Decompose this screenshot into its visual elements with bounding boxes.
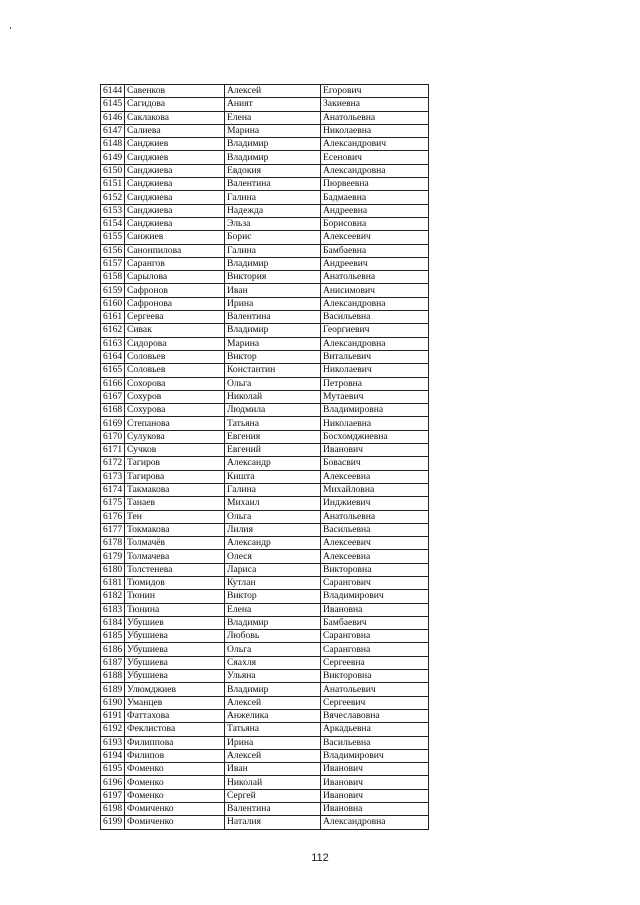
table-row [101, 696, 429, 709]
surname-cell: Фомиченко [125, 816, 225, 829]
row-number: 6180 [101, 563, 125, 576]
table-row [101, 297, 429, 310]
first-name-cell: Любовь [225, 630, 321, 643]
surname-cell: Тюнина [125, 603, 225, 616]
patronymic-cell: Бамбаевна [321, 244, 429, 257]
surname-cell: Убушиева [125, 656, 225, 669]
row-number: 6199 [101, 816, 125, 829]
patronymic-cell: Сергеевна [321, 656, 429, 669]
first-name-cell: Константин [225, 364, 321, 377]
row-number: 6197 [101, 789, 125, 802]
surname-cell: Савенков [125, 85, 225, 98]
patronymic-cell: Иванович [321, 789, 429, 802]
first-name-cell: Эльза [225, 217, 321, 230]
table-row [101, 204, 429, 217]
row-number: 6192 [101, 723, 125, 736]
first-name-cell: Владимир [225, 151, 321, 164]
row-number: 6168 [101, 404, 125, 417]
page-number: 112 [311, 852, 329, 864]
table-row [101, 404, 429, 417]
row-number: 6190 [101, 696, 125, 709]
surname-cell: Санонпилова [125, 244, 225, 257]
patronymic-cell: Анатольевна [321, 271, 429, 284]
surname-cell: Филипов [125, 749, 225, 762]
row-number: 6162 [101, 324, 125, 337]
surname-cell: Сохурова [125, 404, 225, 417]
row-number: 6170 [101, 430, 125, 443]
first-name-cell: Наталия [225, 816, 321, 829]
row-number: 6178 [101, 537, 125, 550]
first-name-cell: Надежда [225, 204, 321, 217]
table-row [101, 483, 429, 496]
row-number: 6159 [101, 284, 125, 297]
patronymic-cell: Васильевна [321, 523, 429, 536]
row-number: 6169 [101, 417, 125, 430]
patronymic-cell: Сарангович [321, 576, 429, 589]
patronymic-cell: Борисовна [321, 217, 429, 230]
patronymic-cell: Андреевич [321, 257, 429, 270]
patronymic-cell: Ивановна [321, 803, 429, 816]
row-number: 6167 [101, 390, 125, 403]
surname-cell: Сулукова [125, 430, 225, 443]
surname-cell: Сохорова [125, 377, 225, 390]
row-number: 6171 [101, 444, 125, 457]
table-row [101, 550, 429, 563]
patronymic-cell: Анисимович [321, 284, 429, 297]
surname-cell: Толмачёв [125, 537, 225, 550]
table-row [101, 670, 429, 683]
surname-cell: Улюмджиев [125, 683, 225, 696]
surname-cell: Токмакова [125, 523, 225, 536]
surname-cell: Фоменко [125, 776, 225, 789]
row-number: 6181 [101, 576, 125, 589]
first-name-cell: Алексей [225, 696, 321, 709]
patronymic-cell: Николаевна [321, 417, 429, 430]
first-name-cell: Иван [225, 763, 321, 776]
patronymic-cell: Александровна [321, 297, 429, 310]
first-name-cell: Аният [225, 98, 321, 111]
table-row [101, 257, 429, 270]
table-row [101, 111, 429, 124]
surname-cell: Толстенева [125, 563, 225, 576]
row-number: 6174 [101, 483, 125, 496]
row-number: 6163 [101, 337, 125, 350]
first-name-cell: Сергей [225, 789, 321, 802]
table-row [101, 537, 429, 550]
surname-cell: Соловьев [125, 350, 225, 363]
table-row [101, 523, 429, 536]
patronymic-cell: Николаевна [321, 124, 429, 137]
row-number: 6149 [101, 151, 125, 164]
table-row [101, 457, 429, 470]
patronymic-cell: Николаевич [321, 364, 429, 377]
first-name-cell: Ольга [225, 643, 321, 656]
surname-cell: Сидорова [125, 337, 225, 350]
row-number: 6172 [101, 457, 125, 470]
surname-cell: Уманцев [125, 696, 225, 709]
table-row [101, 776, 429, 789]
table-row [101, 178, 429, 191]
row-number: 6164 [101, 350, 125, 363]
surname-cell: Сарылова [125, 271, 225, 284]
patronymic-cell: Анатольевна [321, 510, 429, 523]
patronymic-cell: Владимирович [321, 749, 429, 762]
row-number: 6185 [101, 630, 125, 643]
first-name-cell: Валентина [225, 178, 321, 191]
first-name-cell: Николай [225, 390, 321, 403]
patronymic-cell: Вячеславовна [321, 709, 429, 722]
surname-cell: Санджиева [125, 164, 225, 177]
row-number: 6189 [101, 683, 125, 696]
first-name-cell: Виктор [225, 590, 321, 603]
patronymic-cell: Сергеевич [321, 696, 429, 709]
table-row [101, 563, 429, 576]
table-row [101, 603, 429, 616]
surname-cell: Убушиева [125, 630, 225, 643]
first-name-cell: Анжелика [225, 709, 321, 722]
row-number: 6148 [101, 138, 125, 151]
surname-cell: Тагиров [125, 457, 225, 470]
table-row [101, 656, 429, 669]
surname-cell: Тен [125, 510, 225, 523]
table-row [101, 736, 429, 749]
first-name-cell: Владимир [225, 616, 321, 629]
patronymic-cell: Алексеевич [321, 537, 429, 550]
surname-cell: Такмакова [125, 483, 225, 496]
table-row [101, 377, 429, 390]
patronymic-cell: Аркадьевна [321, 723, 429, 736]
first-name-cell: Алексей [225, 749, 321, 762]
first-name-cell: Владимир [225, 324, 321, 337]
surname-cell: Тюмидов [125, 576, 225, 589]
first-name-cell: Валентина [225, 311, 321, 324]
first-name-cell: Владимир [225, 138, 321, 151]
patronymic-cell: Витальевич [321, 350, 429, 363]
surname-cell: Убушиева [125, 643, 225, 656]
row-number: 6191 [101, 709, 125, 722]
table-row [101, 444, 429, 457]
first-name-cell: Евгений [225, 444, 321, 457]
first-name-cell: Виктор [225, 350, 321, 363]
first-name-cell: Ольга [225, 510, 321, 523]
first-name-cell: Кутлан [225, 576, 321, 589]
row-number: 6151 [101, 178, 125, 191]
table-row [101, 390, 429, 403]
surname-cell: Салиева [125, 124, 225, 137]
row-number: 6177 [101, 523, 125, 536]
row-number: 6198 [101, 803, 125, 816]
surname-cell: Санджиева [125, 204, 225, 217]
surname-cell: Сохуров [125, 390, 225, 403]
first-name-cell: Владимир [225, 257, 321, 270]
first-name-cell: Борис [225, 231, 321, 244]
patronymic-cell: Саранговна [321, 630, 429, 643]
first-name-cell: Людмила [225, 404, 321, 417]
first-name-cell: Сяахля [225, 656, 321, 669]
patronymic-cell: Викторовна [321, 563, 429, 576]
patronymic-cell: Алексеевна [321, 550, 429, 563]
surname-cell: Толмачева [125, 550, 225, 563]
row-number: 6188 [101, 670, 125, 683]
patronymic-cell: Михайловна [321, 483, 429, 496]
row-number: 6146 [101, 111, 125, 124]
table-row [101, 350, 429, 363]
table-row [101, 497, 429, 510]
table-row [101, 337, 429, 350]
row-number: 6165 [101, 364, 125, 377]
first-name-cell: Евдокия [225, 164, 321, 177]
table-row [101, 430, 429, 443]
first-name-cell: Ирина [225, 297, 321, 310]
surname-cell: Саклакова [125, 111, 225, 124]
table-row [101, 98, 429, 111]
surname-cell: Фоменко [125, 789, 225, 802]
first-name-cell: Елена [225, 111, 321, 124]
patronymic-cell: Бадмаевна [321, 191, 429, 204]
patronymic-cell: Бовасвич [321, 457, 429, 470]
first-name-cell: Олеся [225, 550, 321, 563]
patronymic-cell: Викторовна [321, 670, 429, 683]
patronymic-cell: Александровна [321, 816, 429, 829]
patronymic-cell: Петровна [321, 377, 429, 390]
row-number: 6147 [101, 124, 125, 137]
row-number: 6157 [101, 257, 125, 270]
row-number: 6156 [101, 244, 125, 257]
table-row [101, 217, 429, 230]
table-row [101, 324, 429, 337]
row-number: 6196 [101, 776, 125, 789]
first-name-cell: Ульяна [225, 670, 321, 683]
first-name-cell: Марина [225, 337, 321, 350]
surname-cell: Сарангов [125, 257, 225, 270]
first-name-cell: Валентина [225, 803, 321, 816]
patronymic-cell: Закиевна [321, 98, 429, 111]
patronymic-cell: Алексеевич [321, 231, 429, 244]
patronymic-cell: Александрович [321, 138, 429, 151]
patronymic-cell: Босхомджиевна [321, 430, 429, 443]
surname-cell: Сучков [125, 444, 225, 457]
table-row [101, 124, 429, 137]
surname-cell: Убушиев [125, 616, 225, 629]
row-number: 6155 [101, 231, 125, 244]
table-row [101, 616, 429, 629]
patronymic-cell: Ивановна [321, 603, 429, 616]
patronymic-cell: Георгиевич [321, 324, 429, 337]
first-name-cell: Виктория [225, 271, 321, 284]
first-name-cell: Лилия [225, 523, 321, 536]
patronymic-cell: Инджиевич [321, 497, 429, 510]
patronymic-cell: Егорович [321, 85, 429, 98]
row-number: 6182 [101, 590, 125, 603]
surname-cell: Фаттахова [125, 709, 225, 722]
row-number: 6154 [101, 217, 125, 230]
table-row [101, 576, 429, 589]
first-name-cell: Лариса [225, 563, 321, 576]
row-number: 6187 [101, 656, 125, 669]
row-number: 6176 [101, 510, 125, 523]
table-row [101, 803, 429, 816]
surname-cell: Тагирова [125, 470, 225, 483]
row-number: 6150 [101, 164, 125, 177]
table-row [101, 231, 429, 244]
table-body [101, 85, 429, 830]
row-number: 6184 [101, 616, 125, 629]
first-name-cell: Александр [225, 537, 321, 550]
surname-cell: Сагидова [125, 98, 225, 111]
surname-cell: Филиппова [125, 736, 225, 749]
surname-cell: Фомиченко [125, 803, 225, 816]
first-name-cell: Александр [225, 457, 321, 470]
row-number: 6173 [101, 470, 125, 483]
table-row [101, 816, 429, 829]
surname-cell: Санжиев [125, 231, 225, 244]
surname-cell: Санджиев [125, 151, 225, 164]
table-row [101, 364, 429, 377]
surname-cell: Убушиева [125, 670, 225, 683]
first-name-cell: Николай [225, 776, 321, 789]
row-number: 6193 [101, 736, 125, 749]
first-name-cell: Михаил [225, 497, 321, 510]
surname-cell: Степанова [125, 417, 225, 430]
first-name-cell: Татьяна [225, 723, 321, 736]
first-name-cell: Евгения [225, 430, 321, 443]
table-row [101, 470, 429, 483]
name-list-table [100, 84, 429, 830]
patronymic-cell: Алексеевна [321, 470, 429, 483]
patronymic-cell: Васильевна [321, 311, 429, 324]
patronymic-cell: Иванович [321, 444, 429, 457]
table-row [101, 271, 429, 284]
table-row [101, 723, 429, 736]
surname-cell: Санджиева [125, 217, 225, 230]
row-number: 6175 [101, 497, 125, 510]
patronymic-cell: Андреевна [321, 204, 429, 217]
table-row [101, 417, 429, 430]
first-name-cell: Ирина [225, 736, 321, 749]
table-row [101, 763, 429, 776]
row-number: 6183 [101, 603, 125, 616]
table-row [101, 138, 429, 151]
surname-cell: Сафронова [125, 297, 225, 310]
patronymic-cell: Анатольевич [321, 683, 429, 696]
surname-cell: Сергеева [125, 311, 225, 324]
patronymic-cell: Иванович [321, 776, 429, 789]
patronymic-cell: Есенович [321, 151, 429, 164]
first-name-cell: Елена [225, 603, 321, 616]
table-row [101, 643, 429, 656]
row-number: 6194 [101, 749, 125, 762]
table-row [101, 164, 429, 177]
first-name-cell: Ольга [225, 377, 321, 390]
patronymic-cell: Саранговна [321, 643, 429, 656]
first-name-cell: Марина [225, 124, 321, 137]
row-number: 6161 [101, 311, 125, 324]
patronymic-cell: Александровна [321, 337, 429, 350]
row-number: 6166 [101, 377, 125, 390]
row-number: 6145 [101, 98, 125, 111]
row-number: 6153 [101, 204, 125, 217]
first-name-cell: Алексей [225, 85, 321, 98]
patronymic-cell: Бамбаевич [321, 616, 429, 629]
scan-speck [10, 27, 11, 29]
surname-cell: Феклистова [125, 723, 225, 736]
row-number: 6195 [101, 763, 125, 776]
patronymic-cell: Васильевна [321, 736, 429, 749]
row-number: 6144 [101, 85, 125, 98]
table-row [101, 749, 429, 762]
row-number: 6186 [101, 643, 125, 656]
row-number: 6152 [101, 191, 125, 204]
surname-cell: Соловьев [125, 364, 225, 377]
first-name-cell: Иван [225, 284, 321, 297]
surname-cell: Санджиева [125, 178, 225, 191]
table-row [101, 709, 429, 722]
surname-cell: Сивак [125, 324, 225, 337]
table-row [101, 244, 429, 257]
table-row [101, 590, 429, 603]
surname-cell: Фоменко [125, 763, 225, 776]
first-name-cell: Галина [225, 191, 321, 204]
first-name-cell: Галина [225, 244, 321, 257]
patronymic-cell: Иванович [321, 763, 429, 776]
row-number: 6158 [101, 271, 125, 284]
patronymic-cell: Владимирович [321, 590, 429, 603]
row-number: 6179 [101, 550, 125, 563]
surname-cell: Санджиева [125, 191, 225, 204]
surname-cell: Тюнин [125, 590, 225, 603]
table-row [101, 789, 429, 802]
table-row [101, 683, 429, 696]
table-row [101, 510, 429, 523]
table-row [101, 311, 429, 324]
patronymic-cell: Владимировна [321, 404, 429, 417]
surname-cell: Санджиев [125, 138, 225, 151]
patronymic-cell: Александровна [321, 164, 429, 177]
first-name-cell: Владимир [225, 683, 321, 696]
table-row [101, 284, 429, 297]
surname-cell: Танаев [125, 497, 225, 510]
row-number: 6160 [101, 297, 125, 310]
patronymic-cell: Мутаевич [321, 390, 429, 403]
patronymic-cell: Пюрвеевна [321, 178, 429, 191]
patronymic-cell: Анатольевна [321, 111, 429, 124]
first-name-cell: Галина [225, 483, 321, 496]
surname-cell: Сафронов [125, 284, 225, 297]
table-row [101, 191, 429, 204]
first-name-cell: Татьяна [225, 417, 321, 430]
first-name-cell: Кишта [225, 470, 321, 483]
table-row [101, 630, 429, 643]
table-row [101, 85, 429, 98]
table-row [101, 151, 429, 164]
